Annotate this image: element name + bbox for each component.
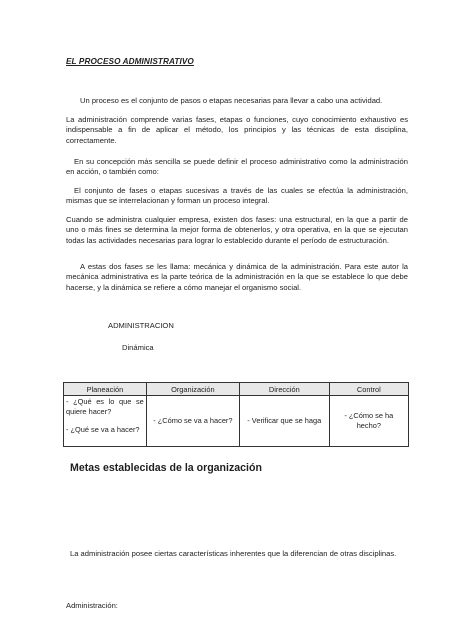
phases-table [63,382,409,447]
planeacion-question-1: - ¿Qué es lo que se quiere hacer? [66,397,144,416]
footer-label: Administración: [66,601,118,610]
header-control: Control [329,383,408,396]
paragraph-concept: En su concepción más sencilla se puede definir el proceso administrativo como la administración en acción, o también como: [66,157,408,177]
admin-label: ADMINISTRACION [108,321,174,330]
cell-direccion: - Verificar que se haga [239,396,329,447]
cell-control: - ¿Cómo se ha hecho? [329,396,408,447]
paragraph-two-phases: Cuando se administra cualquier empresa, existen dos fases: una estructural, en la que a partir de uno o más fines se determina la mejor forma de obtenerlos, y otra operativa, en la que se ejecutan todas las actividades necesarias para lograr lo establecido durante el período de estructuración. [66,215,408,245]
paragraph-characteristics: La administración posee ciertas características inherentes que la diferencian de otras disciplinas. [70,549,397,558]
paragraph-phases: La administración comprende varias fases, etapas o funciones, cuyo conocimiento exhaustivo es indispensable a fin de aplicar el método, los principios y las técnicas de esta disciplina, correctamente. [66,115,408,145]
paragraph-stages: El conjunto de fases o etapas sucesivas a través de las cuales se efectúa la administración, mismas que se interrelacionan y forman un proceso integral. [66,186,408,206]
section-heading: Metas establecidas de la organización [70,462,262,474]
header-direccion: Dirección [239,383,329,396]
table-row [64,396,409,447]
cell-organizacion: - ¿Cómo se va a hacer? [146,396,239,447]
dinamica-label: Dinámica [122,343,154,352]
document-title: EL PROCESO ADMINISTRATIVO [66,57,194,66]
table-header-row [64,383,409,396]
paragraph-definition: Un proceso es el conjunto de pasos o etapas necesarias para llevar a cabo una actividad. [80,96,383,105]
planeacion-question-2: - ¿Qué se va a hacer? [66,425,140,435]
header-planeacion: Planeación [64,383,147,396]
cell-planeacion [64,396,147,447]
paragraph-mechanics-dynamics: A estas dos fases se les llama: mecánica y dinámica de la administración. Para este autor la mecánica administrativa es la parte teórica de la administración en la que se establece lo que debe hacerse, y la dinámica se refiere a cómo manejar el organismo social. [66,262,408,292]
header-organizacion: Organización [146,383,239,396]
